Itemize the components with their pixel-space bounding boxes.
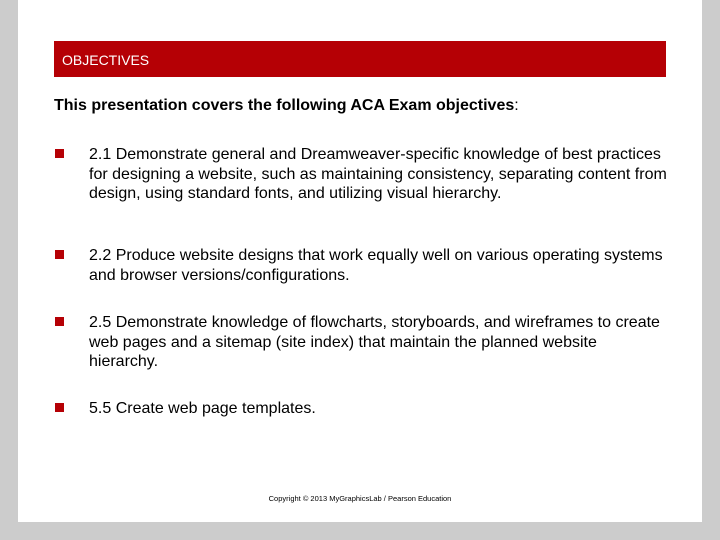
intro-label: This presentation covers the following ACA Exam objectives [54,97,515,114]
square-bullet-icon [55,250,64,259]
intro-text [54,97,519,115]
square-bullet-icon [55,317,64,326]
square-bullet-icon [55,403,64,412]
objective-text: 2.1 Demonstrate general and Dreamweaver-specific knowledge of best practices for designing a website, such as maintaining consistency, separating content from design, using standard fonts, and utilizing visual hierarchy. [89,146,667,202]
copyright-footer: Copyright © 2013 MyGraphicsLab / Pearson Education [268,494,452,503]
slide [18,0,702,522]
intro-colon: : [514,97,519,114]
title-bar [54,41,666,77]
square-bullet-icon [55,149,64,158]
slide-title: OBJECTIVES [62,52,150,68]
objective-text: 2.5 Demonstrate knowledge of flowcharts, storyboards, and wireframes to create web pages and a sitemap (site index) that maintain the planned website hierarchy. [89,314,660,370]
objective-text: 5.5 Create web page templates. [89,400,316,417]
objective-text: 2.2 Produce website designs that work equally well on various operating systems and browser versions/configurations. [89,247,663,284]
